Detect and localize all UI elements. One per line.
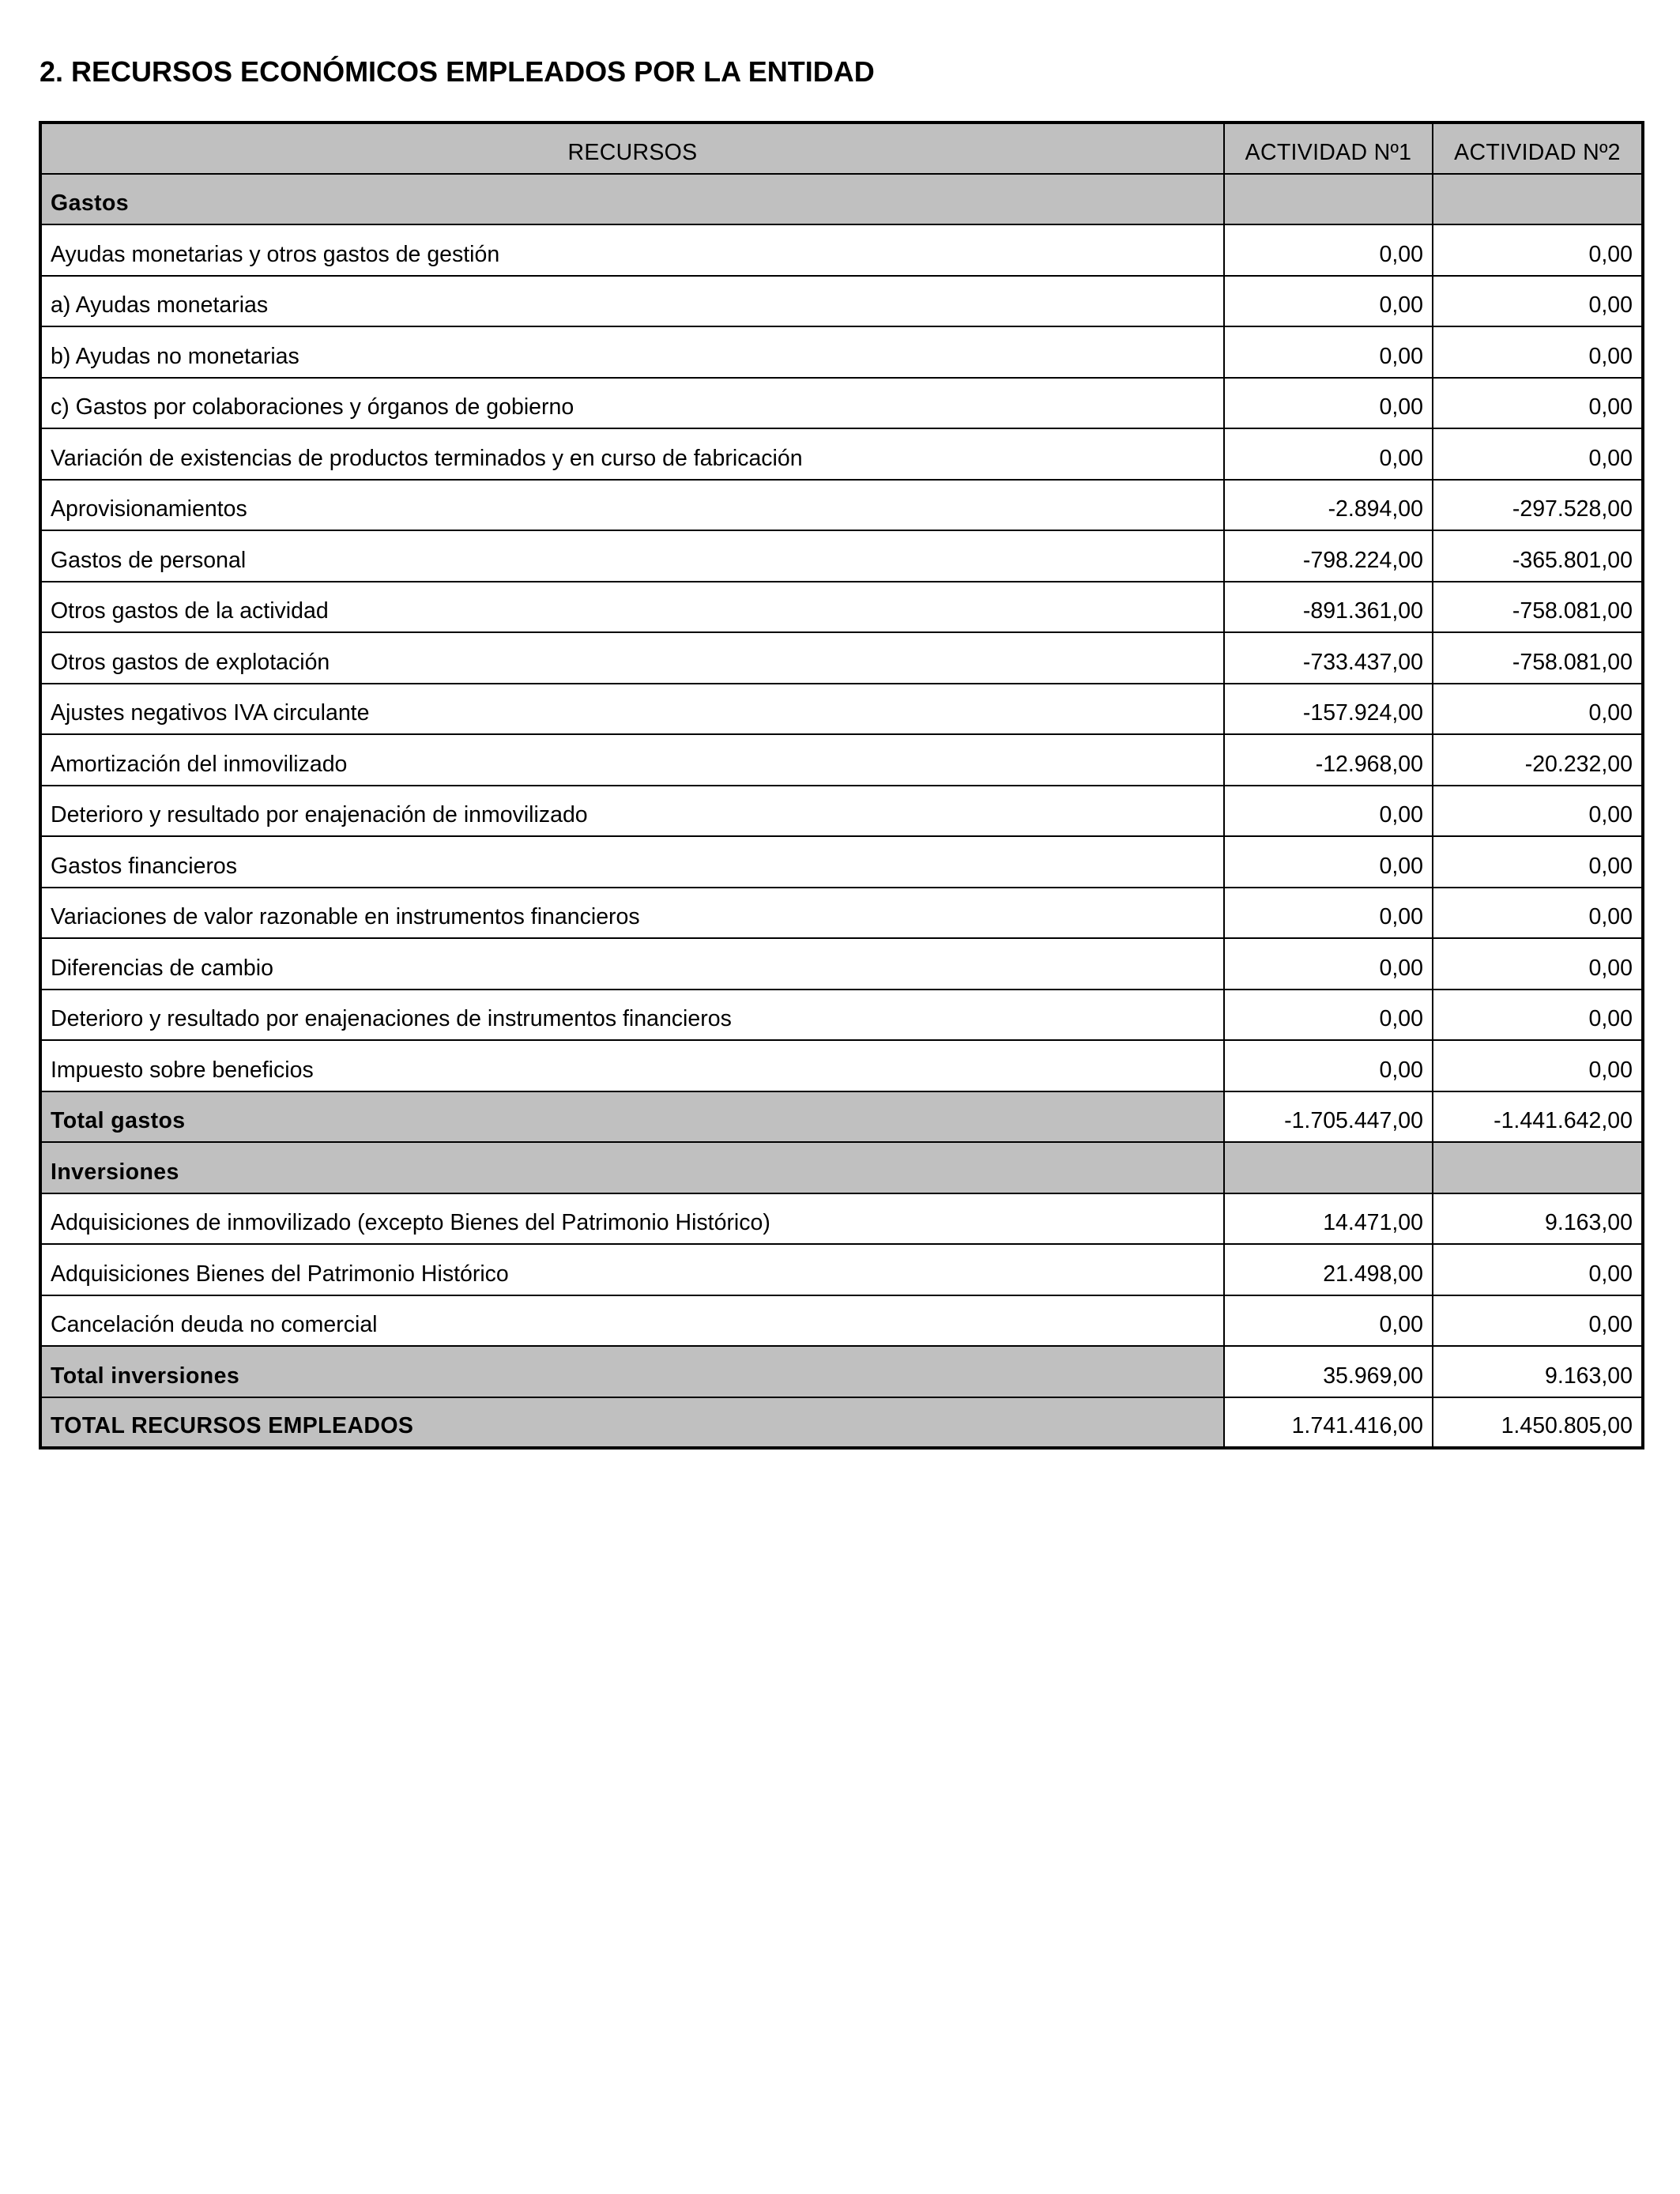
- row-value-actividad-1: 21.498,00: [1224, 1244, 1433, 1295]
- row-value-actividad-1: 14.471,00: [1224, 1193, 1433, 1245]
- row-label: a) Ayudas monetarias: [40, 276, 1224, 327]
- table-row: [40, 632, 1643, 684]
- table-row: [40, 530, 1643, 582]
- row-label: Deterioro y resultado por enajenación de inmovilizado: [40, 786, 1224, 837]
- row-value-actividad-2: -758.081,00: [1433, 632, 1643, 684]
- row-label: Gastos de personal: [40, 530, 1224, 582]
- page-title: 2. RECURSOS ECONÓMICOS EMPLEADOS POR LA ENTIDAD: [40, 55, 875, 88]
- row-label: Variación de existencias de productos terminados y en curso de fabricación: [40, 428, 1224, 480]
- row-label: Diferencias de cambio: [40, 938, 1224, 990]
- row-value-actividad-1: 0,00: [1224, 224, 1433, 276]
- row-value-actividad-2: 0,00: [1433, 326, 1643, 378]
- column-header-actividad-1: ACTIVIDAD Nº1: [1224, 123, 1433, 174]
- table-row: [40, 684, 1643, 735]
- row-label: Adquisiciones de inmovilizado (excepto Bienes del Patrimonio Histórico): [40, 1193, 1224, 1245]
- row-value-actividad-2: -365.801,00: [1433, 530, 1643, 582]
- total-row-inversiones: [40, 1346, 1643, 1397]
- row-value-actividad-1: -798.224,00: [1224, 530, 1433, 582]
- row-value-actividad-1: -2.894,00: [1224, 480, 1433, 531]
- row-value-actividad-2: 0,00: [1433, 1040, 1643, 1091]
- row-value-actividad-2: -758.081,00: [1433, 582, 1643, 633]
- row-value-actividad-2: 0,00: [1433, 1244, 1643, 1295]
- table-header-row: [40, 123, 1643, 174]
- row-value-actividad-1: -12.968,00: [1224, 734, 1433, 786]
- row-value-actividad-2: 1.450.805,00: [1433, 1397, 1643, 1449]
- table-row: [40, 786, 1643, 837]
- row-value-actividad-2: 0,00: [1433, 938, 1643, 990]
- row-label: Total gastos: [40, 1091, 1224, 1143]
- row-value-actividad-1: 0,00: [1224, 1295, 1433, 1347]
- table-row: [40, 734, 1643, 786]
- row-value-actividad-1: -891.361,00: [1224, 582, 1433, 633]
- row-value-actividad-2: 0,00: [1433, 990, 1643, 1041]
- row-value-actividad-2: 0,00: [1433, 836, 1643, 888]
- table-row: [40, 276, 1643, 327]
- row-value-actividad-2: 0,00: [1433, 276, 1643, 327]
- table-row: [40, 224, 1643, 276]
- table-row: [40, 1295, 1643, 1347]
- table-row: [40, 938, 1643, 990]
- row-value-actividad-2: [1433, 1142, 1643, 1193]
- row-value-actividad-1: 0,00: [1224, 326, 1433, 378]
- row-label: Ajustes negativos IVA circulante: [40, 684, 1224, 735]
- table-row: [40, 378, 1643, 429]
- row-value-actividad-2: 0,00: [1433, 1295, 1643, 1347]
- column-header-recursos: RECURSOS: [40, 123, 1224, 174]
- row-value-actividad-1: -1.705.447,00: [1224, 1091, 1433, 1143]
- row-label: Cancelación deuda no comercial: [40, 1295, 1224, 1347]
- row-value-actividad-1: 0,00: [1224, 786, 1433, 837]
- row-label: c) Gastos por colaboraciones y órganos de gobierno: [40, 378, 1224, 429]
- total-row-gastos: [40, 1091, 1643, 1143]
- row-value-actividad-2: 0,00: [1433, 684, 1643, 735]
- row-label: Aprovisionamientos: [40, 480, 1224, 531]
- row-value-actividad-1: 35.969,00: [1224, 1346, 1433, 1397]
- table-row: [40, 326, 1643, 378]
- row-label: b) Ayudas no monetarias: [40, 326, 1224, 378]
- section-row-gastos: [40, 174, 1643, 225]
- row-value-actividad-2: 9.163,00: [1433, 1346, 1643, 1397]
- row-value-actividad-2: 0,00: [1433, 428, 1643, 480]
- row-value-actividad-1: [1224, 174, 1433, 225]
- total-row-recursos-empleados: [40, 1397, 1643, 1449]
- table-row: [40, 1040, 1643, 1091]
- section-row-inversiones: [40, 1142, 1643, 1193]
- row-value-actividad-1: 0,00: [1224, 888, 1433, 939]
- row-value-actividad-2: -297.528,00: [1433, 480, 1643, 531]
- row-value-actividad-1: -157.924,00: [1224, 684, 1433, 735]
- row-label: Gastos: [40, 174, 1224, 225]
- column-header-actividad-2: ACTIVIDAD Nº2: [1433, 123, 1643, 174]
- row-value-actividad-2: 0,00: [1433, 888, 1643, 939]
- row-value-actividad-1: -733.437,00: [1224, 632, 1433, 684]
- table-row: [40, 1244, 1643, 1295]
- row-label: Gastos financieros: [40, 836, 1224, 888]
- row-value-actividad-1: 0,00: [1224, 836, 1433, 888]
- row-value-actividad-1: 0,00: [1224, 990, 1433, 1041]
- table-row: [40, 836, 1643, 888]
- row-value-actividad-1: 1.741.416,00: [1224, 1397, 1433, 1449]
- row-value-actividad-1: [1224, 1142, 1433, 1193]
- row-label: Inversiones: [40, 1142, 1224, 1193]
- table-row: [40, 990, 1643, 1041]
- table-row: [40, 888, 1643, 939]
- row-value-actividad-2: -1.441.642,00: [1433, 1091, 1643, 1143]
- row-value-actividad-2: -20.232,00: [1433, 734, 1643, 786]
- table-row: [40, 428, 1643, 480]
- row-value-actividad-2: 9.163,00: [1433, 1193, 1643, 1245]
- row-label: Total inversiones: [40, 1346, 1224, 1397]
- row-label: Variaciones de valor razonable en instrumentos financieros: [40, 888, 1224, 939]
- row-label: TOTAL RECURSOS EMPLEADOS: [40, 1397, 1224, 1449]
- row-value-actividad-1: 0,00: [1224, 428, 1433, 480]
- resources-table: [39, 121, 1644, 1449]
- row-label: Ayudas monetarias y otros gastos de gestión: [40, 224, 1224, 276]
- row-value-actividad-1: 0,00: [1224, 378, 1433, 429]
- row-value-actividad-2: 0,00: [1433, 224, 1643, 276]
- row-label: Adquisiciones Bienes del Patrimonio Histórico: [40, 1244, 1224, 1295]
- row-value-actividad-2: 0,00: [1433, 786, 1643, 837]
- row-value-actividad-2: [1433, 174, 1643, 225]
- row-value-actividad-1: 0,00: [1224, 938, 1433, 990]
- row-label: Impuesto sobre beneficios: [40, 1040, 1224, 1091]
- row-label: Otros gastos de explotación: [40, 632, 1224, 684]
- table-row: [40, 480, 1643, 531]
- row-label: Deterioro y resultado por enajenaciones de instrumentos financieros: [40, 990, 1224, 1041]
- table-row: [40, 582, 1643, 633]
- row-value-actividad-2: 0,00: [1433, 378, 1643, 429]
- table-row: [40, 1193, 1643, 1245]
- row-label: Otros gastos de la actividad: [40, 582, 1224, 633]
- row-value-actividad-1: 0,00: [1224, 276, 1433, 327]
- row-label: Amortización del inmovilizado: [40, 734, 1224, 786]
- row-value-actividad-1: 0,00: [1224, 1040, 1433, 1091]
